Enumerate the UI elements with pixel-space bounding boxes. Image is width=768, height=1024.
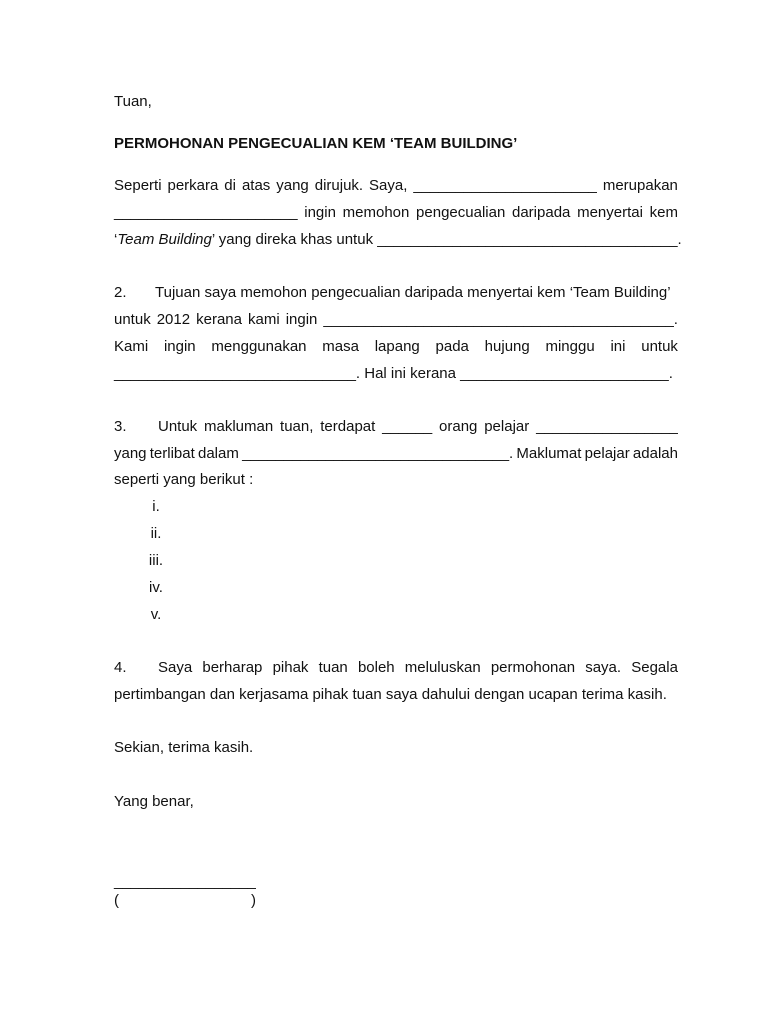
word: tuan — [318, 659, 348, 676]
word: tuan, — [280, 418, 314, 435]
word: meluluskan — [404, 659, 481, 676]
signature-line: _________________ — [114, 873, 256, 890]
word: lapang — [374, 338, 420, 355]
word: ingin — [304, 204, 336, 221]
word: Saya, — [369, 177, 408, 194]
list-item-marker: iv. — [149, 579, 163, 596]
word: untuk — [641, 338, 678, 355]
name-open-paren: ( — [114, 892, 119, 909]
quote-open: ‘ — [114, 231, 118, 248]
letter-title: PERMOHONAN PENGECUALIAN KEM ‘TEAM BUILDING’ — [114, 135, 518, 152]
word: perkara — [167, 177, 219, 194]
word: terlibat — [149, 445, 195, 462]
word: ingin — [163, 338, 196, 355]
word: Untuk — [158, 418, 198, 435]
word: pengecualian — [416, 204, 506, 221]
para1-line2 — [114, 204, 678, 222]
word: Kami — [114, 338, 149, 355]
word: berharap — [202, 659, 263, 676]
word: pihak — [272, 659, 309, 676]
word: ini — [610, 338, 626, 355]
word: Segala — [631, 659, 678, 676]
para3-line3: seperti yang berikut : — [114, 471, 254, 488]
word: permohonan — [490, 659, 576, 676]
para1-line1 — [114, 177, 678, 195]
blank-field: _________________ — [536, 418, 678, 435]
blank-field: ______________________ — [114, 204, 298, 221]
para4-line1 — [158, 659, 678, 677]
word: terdapat — [320, 418, 376, 435]
word: minggu — [545, 338, 595, 355]
word: masa — [322, 338, 359, 355]
word: di — [224, 177, 236, 194]
name-close-paren: ) — [251, 892, 256, 909]
word: untuk — [114, 311, 151, 328]
word: hujung — [484, 338, 530, 355]
word: kerana — [196, 311, 242, 328]
para1-line3-rest: ’ yang direka khas untuk ____________________________________. — [211, 231, 682, 248]
team-building-italic: Team Building — [117, 231, 212, 248]
word: saya. — [585, 659, 622, 676]
word: makluman — [204, 418, 274, 435]
blank-field: ________________________________. — [242, 445, 514, 462]
para2-line4: _____________________________. Hal ini kerana _________________________. — [114, 365, 673, 382]
word: Maklumat — [516, 445, 582, 462]
word: Saya — [158, 659, 193, 676]
list-item-marker: i. — [152, 498, 160, 515]
list-item-marker: v. — [150, 606, 162, 623]
word: merupakan — [602, 177, 678, 194]
word: atas — [241, 177, 271, 194]
para3-line2 — [114, 445, 678, 463]
para3-number: 3. — [114, 418, 127, 435]
word: boleh — [357, 659, 395, 676]
word: memohon — [342, 204, 410, 221]
word: pelajar — [584, 445, 630, 462]
word: pada — [435, 338, 469, 355]
list-item-marker: iii. — [148, 552, 164, 569]
word: adalah — [632, 445, 678, 462]
word: 2012 — [156, 311, 191, 328]
word: dirujuk. — [314, 177, 364, 194]
word: kami — [248, 311, 280, 328]
para2-line3 — [114, 338, 678, 356]
para4-number: 4. — [114, 659, 127, 676]
para4-line2: pertimbangan dan kerjasama pihak tuan saya dahului dengan ucapan terima kasih. — [114, 686, 667, 703]
para3-line1 — [158, 418, 678, 436]
list-item-marker: ii. — [150, 525, 162, 542]
blank-field: ______________________ — [413, 177, 597, 194]
word: ingin — [285, 311, 318, 328]
signoff: Yang benar, — [114, 793, 194, 810]
para2-line1: Tujuan saya memohon pengecualian daripada menyertai kem ‘Team Building’ — [155, 284, 671, 301]
word: pelajar — [484, 418, 530, 435]
word: yang — [276, 177, 309, 194]
greeting: Tuan, — [114, 93, 152, 110]
closing: Sekian, terima kasih. — [114, 739, 254, 756]
word: kem — [649, 204, 678, 221]
para2-number: 2. — [114, 284, 127, 301]
word: Seperti — [114, 177, 162, 194]
word: menggunakan — [211, 338, 307, 355]
blank-field: ______ — [382, 418, 433, 435]
word: daripada — [512, 204, 571, 221]
para1-line3 — [114, 231, 682, 249]
word: dalam — [198, 445, 239, 462]
para2-line2 — [114, 311, 678, 329]
blank-field: __________________________________________. — [323, 311, 678, 328]
word: menyertai — [577, 204, 643, 221]
word: orang — [439, 418, 478, 435]
word: yang — [114, 445, 147, 462]
